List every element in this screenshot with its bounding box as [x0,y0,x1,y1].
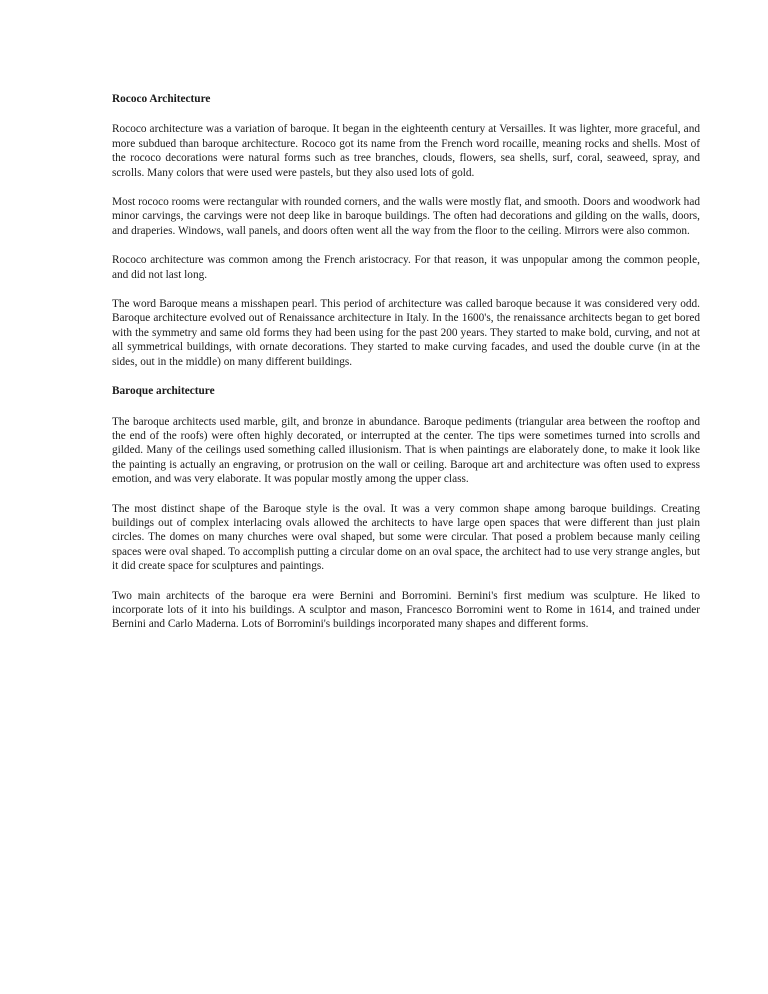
paragraph: The baroque architects used marble, gilt, and bronze in abundance. Baroque pediments (triangular area between the rooftop and the end of the roofs) were often highly decorated, or interrupted at the center. The tips were sometimes turned into scrolls and gilded. Many of the ceilings used something called illusionism. That is when paintings are elaborately done, to make it look like the painting is actually an engraving, or protrusion on the wall or ceiling. Baroque art and architecture was often used to express emotion, and was very elaborate. It was popular mostly among the upper class. [112,415,700,486]
document-page [112,92,700,647]
paragraph: Most rococo rooms were rectangular with rounded corners, and the walls were mostly flat, and smooth. Doors and woodwork had minor carvings, the carvings were not deep like in baroque buildings. The often had decorations and gilding on the walls, doors, and draperies. Windows, wall panels, and doors often went all the way from the floor to the ceiling. Mirrors were also common. [112,196,700,237]
section-heading-baroque: Baroque architecture [112,385,215,398]
paragraph: The most distinct shape of the Baroque style is the oval. It was a very common shape among baroque buildings. Creating buildings out of complex interlacing ovals allowed the architects to have large open spaces that were different than just plain circles. The domes on many churches were oval shaped, but some were circular. That posed a problem because manly ceiling spaces were oval shaped. To accomplish putting a circular dome on an oval space, the architect had to use very strange angles, but it did create space for sculptures and paintings. [112,502,700,573]
paragraph: Rococo architecture was common among the French aristocracy. For that reason, it was unpopular among the common people, and did not last long. [112,254,700,281]
paragraph: The word Baroque means a misshapen pearl. This period of architecture was called baroque because it was considered very odd. Baroque architecture evolved out of Renaissance architecture in Italy. In the 1600's, the renaissance architects began to get bored with the symmetry and same old forms they had been using for the past 200 years. They started to make bold, curving, and not at all symmetrical buildings, with ornate decorations. They started to make curving facades, and used the double curve (in at the sides, out in the middle) on many different buildings. [112,298,700,368]
paragraph: Rococo architecture was a variation of baroque. It began in the eighteenth century at Versailles. It was lighter, more graceful, and more subdued than baroque architecture. Rococo got its name from the French word rocaille, meaning rocks and shells. Most of the rococo decorations were natural forms such as tree branches, clouds, flowers, sea shells, surf, coral, seaweed, spray, and scrolls. Many colors that were used were pastels, but they also used lots of gold. [112,123,700,179]
section-heading-rococo: Rococo Architecture [112,93,211,105]
paragraph: Two main architects of the baroque era were Bernini and Borromini. Bernini's first medium was sculpture. He liked to incorporate lots of it into his buildings. A sculptor and mason, Francesco Borromini went to Rome in 1614, and trained under Bernini and Carlo Maderna. Lots of Borromini's buildings incorporated many shapes and different forms. [112,589,700,631]
